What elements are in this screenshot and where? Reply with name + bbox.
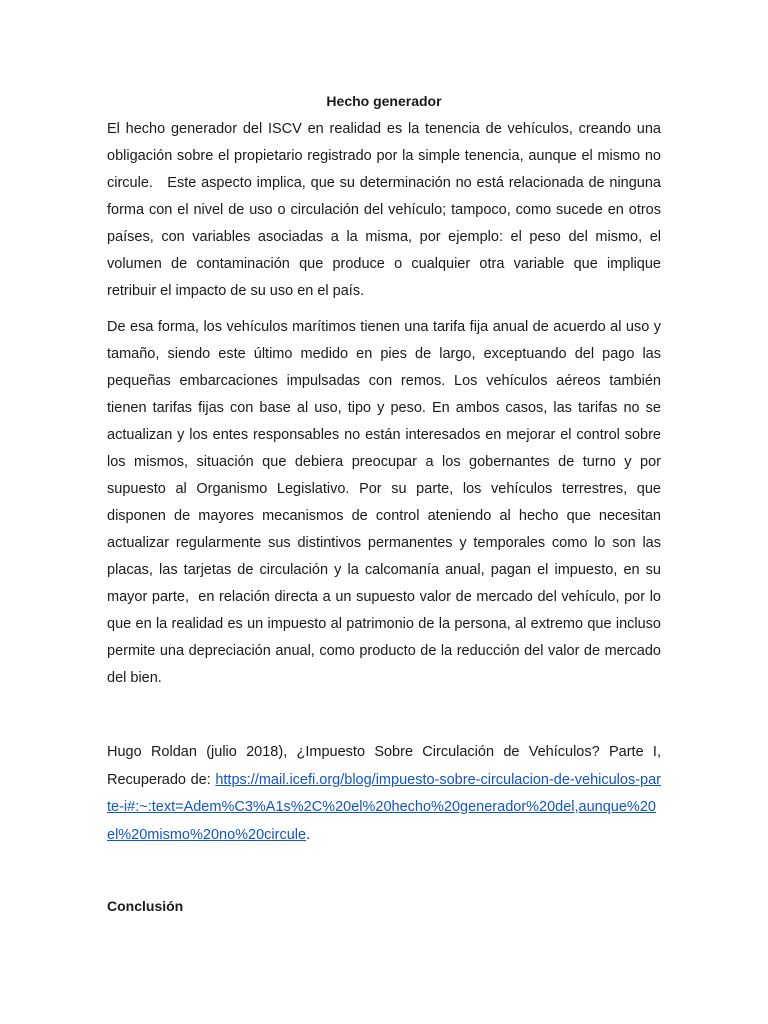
- document-page: [107, 88, 666, 919]
- body-paragraph-1: El hecho generador del ISCV en realidad es la tenencia de vehículos, creando una obligación sobre el propietario registrado por la simple tenencia, aunque el mismo no circule. Este aspecto implica, que su determinación no está relacionada de ninguna forma con el nivel de uso o circulación del vehículo; tampoco, como sucede en otros países, con variables asociadas a la misma, por ejemplo: el peso del mismo, el volumen de contaminación que produce o cualquier otra variable que implique retribuir el impacto de su uso en el país.: [107, 121, 666, 299]
- citation-link[interactable]: https://mail.icefi.org/blog/impuesto-sobre-circulacion-de-vehiculos-parte-i#:~:text=Adem%C3%A1s%2C%20el%20hecho%20generador%20del,aunque%20el%20mismo%20no%20circule: [107, 771, 661, 843]
- section-heading: Hecho generador: [326, 93, 442, 109]
- citation-text: Hugo Roldan (julio 2018), ¿Impuesto Sobre Circulación de Vehículos? Parte I, Recuperado de:: [107, 744, 661, 788]
- conclusion-heading: Conclusión: [107, 898, 184, 914]
- body-paragraph-2: De esa forma, los vehículos marítimos tienen una tarifa fija anual de acuerdo al uso y tamaño, siendo este último medido en pies de largo, exceptuando del pago las pequeñas embarcaciones impulsadas con remos. Los vehículos aéreos también tienen tarifas fijas con base al uso, tipo y peso. En ambos casos, las tarifas no se actualizan y los entes responsables no están interesados en mejorar el control sobre los mismos, situación que debiera preocupar a los gobernantes de turno y por supuesto al Organismo Legislativo. Por su parte, los vehículos terrestres, que disponen de mayores mecanismos de control ateniendo al hecho que necesitan actualizar regularmente sus distintivos permanentes y temporales como lo son las placas, las tarjetas de circulación y la calcomanía anual, pagan el impuesto, en su mayor parte, en relación directa a un supuesto valor de mercado del vehículo, por lo que en la realidad es un impuesto al patrimonio de la persona, al extremo que incluso permite una depreciación anual, como producto de la reducción del valor de mercado del bien.: [107, 319, 666, 686]
- citation-suffix: .: [306, 826, 311, 843]
- citation: [107, 739, 661, 849]
